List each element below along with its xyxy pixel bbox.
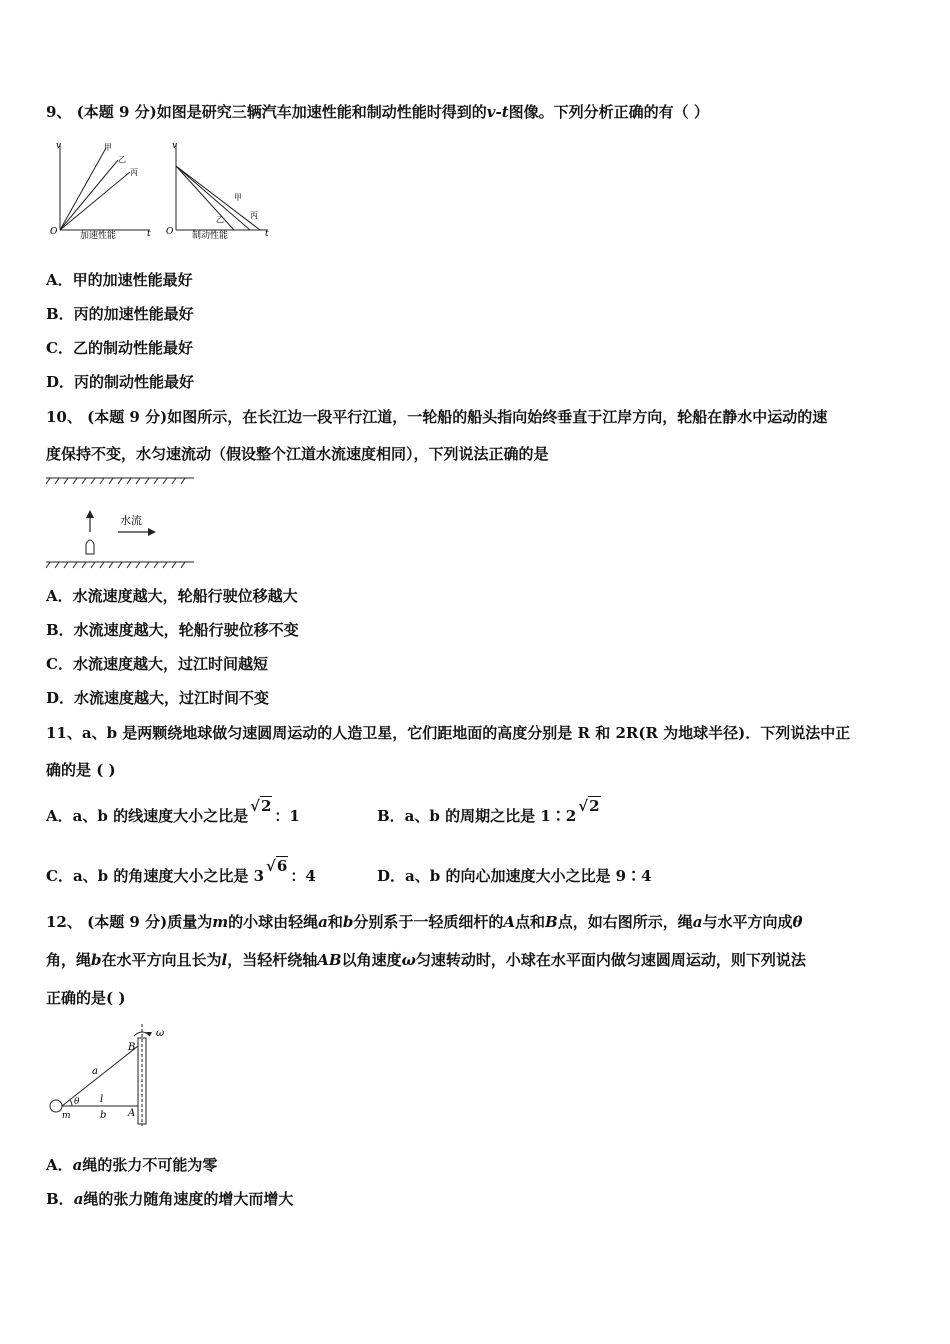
q12-text: 点，如右图所示，绳 — [557, 913, 693, 931]
q12-score-tag: (本题 9 分) — [87, 913, 168, 931]
q12-var-a: a — [692, 913, 703, 931]
q12-fig-label-m: m — [62, 1111, 71, 1121]
sqrt-symbol: √6 — [266, 857, 288, 875]
bank-hatch — [172, 478, 176, 484]
bank-hatch — [181, 478, 185, 484]
bank-hatch — [172, 562, 176, 568]
q12-var-l: l — [221, 951, 228, 969]
sqrt-symbol: √2 — [250, 797, 272, 815]
bank-hatch — [118, 478, 122, 484]
q10-river-figure — [46, 474, 201, 570]
q9-score-tag: (本题 9 分) — [76, 103, 157, 121]
q11-option-b-text: B．a、b 的周期之比是 1∶2 — [377, 807, 577, 825]
bank-hatch — [163, 478, 167, 484]
q12-option-a-text: 绳的张力不可能为零 — [82, 1156, 218, 1174]
q12-text: ，当轻杆绕轴 — [227, 951, 318, 969]
q11-stem-line1: 11、a、b 是两颗绕地球做匀速圆周运动的人造卫星，它们距地面的高度分别是 R 和 2R(R 为地球半径)．下列说法中正 — [46, 724, 851, 742]
bank-hatch — [82, 478, 86, 484]
q9-left-label-yi: 乙 — [118, 155, 126, 164]
q9-left-label-jia: 甲 — [104, 143, 112, 152]
heading-arrow-icon — [86, 510, 94, 518]
boat-icon — [86, 540, 94, 554]
q9-option-a: A．甲的加速性能最好 — [46, 271, 193, 289]
bank-hatch — [136, 562, 140, 568]
bank-hatch — [91, 562, 95, 568]
q11-option-a-ratio: ：1 — [274, 807, 300, 825]
q12-var-a: a — [318, 913, 328, 931]
bank-hatch — [55, 478, 59, 484]
q12-fig-label-theta: θ — [74, 1097, 80, 1107]
q9-vt: v-t — [486, 103, 509, 121]
q12-text: 的小球由轻绳 — [228, 913, 319, 931]
q9-option-d: D．丙的制动性能最好 — [46, 373, 195, 391]
q12-fig-label-l: l — [100, 1094, 104, 1105]
q12-option-b-letter: B． — [46, 1190, 74, 1208]
q12-text: 角，绳 — [46, 951, 92, 969]
q11-option-c-text: C．a、b 的角速度大小之比是 3 — [46, 867, 265, 885]
q12-option-b-text: 绳的张力随角速度的增大而增大 — [83, 1190, 294, 1208]
q9-right-caption: 制动性能 — [192, 231, 229, 241]
q9-left-axis-v: v — [56, 141, 62, 151]
q9-number: 9、 — [46, 103, 72, 121]
q12-var-AB: AB — [317, 951, 342, 969]
q12-var-omega: ω — [401, 951, 416, 969]
q10-text-line1: 如图所示，在长江边一段平行江道，一轮船的船头指向始终垂直于江岸方向，轮船在静水中运动的速 — [167, 408, 828, 426]
q12-var-a: a — [73, 1190, 84, 1208]
bank-hatch — [64, 562, 68, 568]
q9-stem — [46, 102, 709, 122]
q12-text: 质量为 — [167, 913, 213, 931]
bank-hatch — [109, 562, 113, 568]
bank-hatch — [127, 478, 131, 484]
bank-hatch — [136, 478, 140, 484]
q10-option-a: A．水流速度越大，轮船行驶位移越大 — [46, 587, 298, 605]
q12-var-A: A — [503, 913, 515, 931]
q10-score-tag: (本题 9 分) — [87, 408, 168, 426]
q12-fig-label-b: b — [100, 1110, 107, 1121]
q9-left-caption: 加速性能 — [80, 231, 117, 241]
q12-number: 12、 — [46, 913, 82, 931]
q11-stem-line2: 确的是 ( ) — [46, 761, 116, 779]
bank-hatch — [73, 562, 77, 568]
q9-left-label-bing: 丙 — [130, 168, 138, 177]
bank-hatch — [73, 478, 77, 484]
q10-stem-line2: 度保持不变，水匀速流动（假设整个江道水流速度相同），下列说法正确的是 — [46, 445, 549, 463]
q12-var-b: b — [91, 951, 102, 969]
bank-hatch — [82, 562, 86, 568]
bank-hatch — [109, 478, 113, 484]
bank-hatch — [181, 562, 185, 568]
q9-left-origin: O — [50, 227, 58, 237]
q12-var-theta: θ — [792, 913, 803, 931]
q12-text: 与水平方向成 — [702, 913, 793, 931]
q12-fig-label-A: A — [128, 1108, 136, 1119]
q12-stem-line3: 正确的是( ) — [46, 989, 126, 1007]
q12-var-B: B — [545, 913, 558, 931]
q12-text: 在水平方向且长为 — [101, 951, 222, 969]
q9-option-b: B．丙的加速性能最好 — [46, 305, 194, 323]
q12-fig-label-a: a — [92, 1066, 98, 1077]
flow-arrow-icon — [148, 528, 156, 536]
bank-hatch — [145, 478, 149, 484]
bank-hatch — [64, 478, 68, 484]
q12-option-b — [46, 1189, 293, 1209]
q12-fig-label-B: B — [128, 1042, 136, 1053]
q10-option-d: D．水流速度越大，过江时间不变 — [46, 689, 270, 707]
q12-stem-line2 — [46, 950, 806, 970]
bank-hatch — [127, 562, 131, 568]
q11-option-a-radicand: 2 — [260, 797, 272, 815]
q9-right-label-jia: 甲 — [234, 193, 242, 202]
q11-option-b-radicand: 2 — [589, 797, 600, 815]
q9-text-b: 图像。下列分析正确的有（ ） — [508, 103, 709, 121]
q12-stem-line1 — [46, 912, 802, 932]
bank-hatch — [145, 562, 149, 568]
q10-number: 10、 — [46, 408, 82, 426]
q11-option-a — [46, 797, 300, 826]
bank-hatch — [46, 562, 50, 568]
q12-text: 以角速度 — [341, 951, 402, 969]
bank-hatch — [118, 562, 122, 568]
q12-text: 匀速转动时，小球在水平面内做匀速圆周运动，则下列说法 — [415, 951, 806, 969]
q12-fig-label-omega: ω — [156, 1028, 165, 1039]
bank-hatch — [154, 478, 158, 484]
q12-var-b: b — [342, 913, 354, 931]
q11-option-c — [46, 857, 316, 886]
bank-hatch — [100, 478, 104, 484]
q11-option-c-radicand: 6 — [276, 857, 288, 875]
q12-text: 点和 — [515, 913, 546, 931]
q12-text: 分别系于一轻质细杆的 — [353, 913, 504, 931]
bank-hatch — [154, 562, 158, 568]
bank-hatch — [91, 478, 95, 484]
q12-var-a: a — [72, 1156, 83, 1174]
q12-rod-figure — [46, 1022, 176, 1128]
bank-hatch — [55, 562, 59, 568]
bank-hatch — [46, 478, 50, 484]
bank-hatch — [163, 562, 167, 568]
q9-right-label-yi: 乙 — [216, 215, 224, 224]
q11-option-d: D．a、b 的向心加速度大小之比是 9∶4 — [377, 867, 652, 885]
q10-option-b: B．水流速度越大，轮船行驶位移不变 — [46, 621, 299, 639]
q9-right-label-bing: 丙 — [250, 211, 258, 220]
q9-vt-figure — [46, 138, 276, 243]
q10-water-label: 水流 — [120, 514, 142, 527]
q9-left-axis-t: t — [147, 229, 151, 239]
q12-text: 和 — [327, 913, 343, 931]
q9-text-a: 如图是研究三辆汽车加速性能和制动性能时得到的 — [156, 103, 487, 121]
q11-option-c-ratio: ：4 — [290, 867, 316, 885]
q9-right-origin: O — [166, 227, 174, 237]
q9-right-axis-v: v — [172, 141, 178, 151]
bank-hatch — [100, 562, 104, 568]
q12-option-a — [46, 1155, 217, 1175]
q9-option-c: C．乙的制动性能最好 — [46, 339, 193, 357]
q12-option-a-letter: A． — [46, 1156, 73, 1174]
q10-stem-line1 — [46, 407, 827, 427]
sqrt-symbol: √2 — [578, 797, 600, 815]
q11-option-b — [377, 797, 603, 826]
q11-option-a-text: A．a、b 的线速度大小之比是 — [46, 807, 249, 825]
q12-var-m: m — [212, 913, 229, 931]
q10-option-c: C．水流速度越大，过江时间越短 — [46, 655, 268, 673]
q9-right-axis-t: t — [265, 229, 269, 239]
